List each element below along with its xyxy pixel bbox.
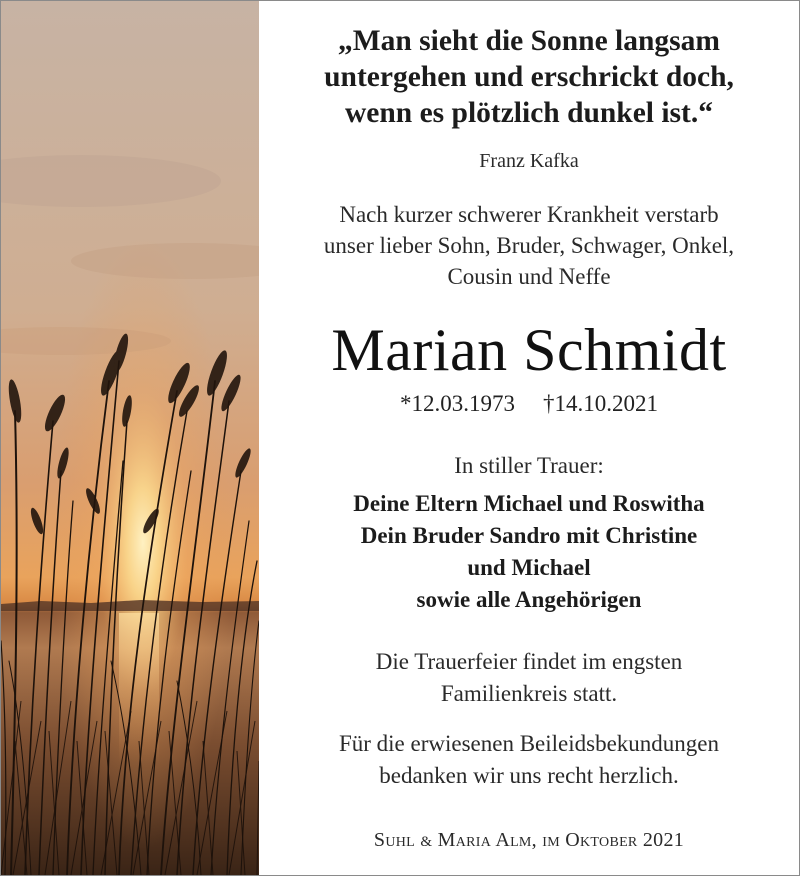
place-part-2: Maria Alm, im Oktober 2021 bbox=[437, 829, 685, 851]
mourner-line: und Michael bbox=[467, 555, 591, 580]
ceremony-line: Familienkreis statt. bbox=[440, 681, 618, 706]
quote-line: wenn es plötzlich dunkel ist.“ bbox=[345, 97, 713, 129]
intro-line: unser lieber Sohn, Bruder, Schwager, Onkel, bbox=[323, 233, 735, 258]
mourner-line: Deine Eltern Michael und Roswitha bbox=[353, 491, 705, 516]
sunset-reeds-image bbox=[1, 1, 259, 875]
birth-date: *12.03.1973 bbox=[400, 391, 515, 416]
mourner-line: Dein Bruder Sandro mit Christine bbox=[360, 523, 698, 548]
ceremony-notice bbox=[259, 646, 799, 710]
place-part-1: Suhl bbox=[373, 829, 416, 851]
thanks-line: bedanken wir uns recht herzlich. bbox=[379, 763, 679, 788]
intro-line: Nach kurzer schwerer Krankheit verstarb bbox=[339, 202, 719, 227]
place-and-date bbox=[259, 827, 799, 855]
life-dates bbox=[259, 388, 799, 420]
thanks-notice bbox=[259, 728, 799, 792]
quote-line: untergehen und erschrickt doch, bbox=[324, 61, 734, 93]
deceased-name: Marian Schmidt bbox=[331, 317, 727, 383]
sunset-reeds-photo bbox=[1, 1, 259, 875]
death-date: †14.10.2021 bbox=[543, 391, 658, 416]
quote-author: Franz Kafka bbox=[479, 150, 579, 172]
ceremony-line: Die Trauerfeier findet im engsten bbox=[375, 649, 683, 674]
mourning-title: In stiller Trauer: bbox=[454, 453, 604, 478]
intro-text bbox=[259, 199, 799, 292]
place-ampersand: & bbox=[420, 834, 433, 850]
thanks-line: Für die erwiesenen Beileidsbekundungen bbox=[338, 731, 720, 756]
mourner-line: sowie alle Angehörigen bbox=[416, 587, 642, 612]
quote-line: „Man sieht die Sonne langsam bbox=[338, 25, 720, 57]
kafka-quote bbox=[259, 23, 799, 131]
notice-text-column bbox=[259, 1, 799, 875]
intro-line: Cousin und Neffe bbox=[447, 264, 611, 289]
mourners-list bbox=[259, 488, 799, 616]
